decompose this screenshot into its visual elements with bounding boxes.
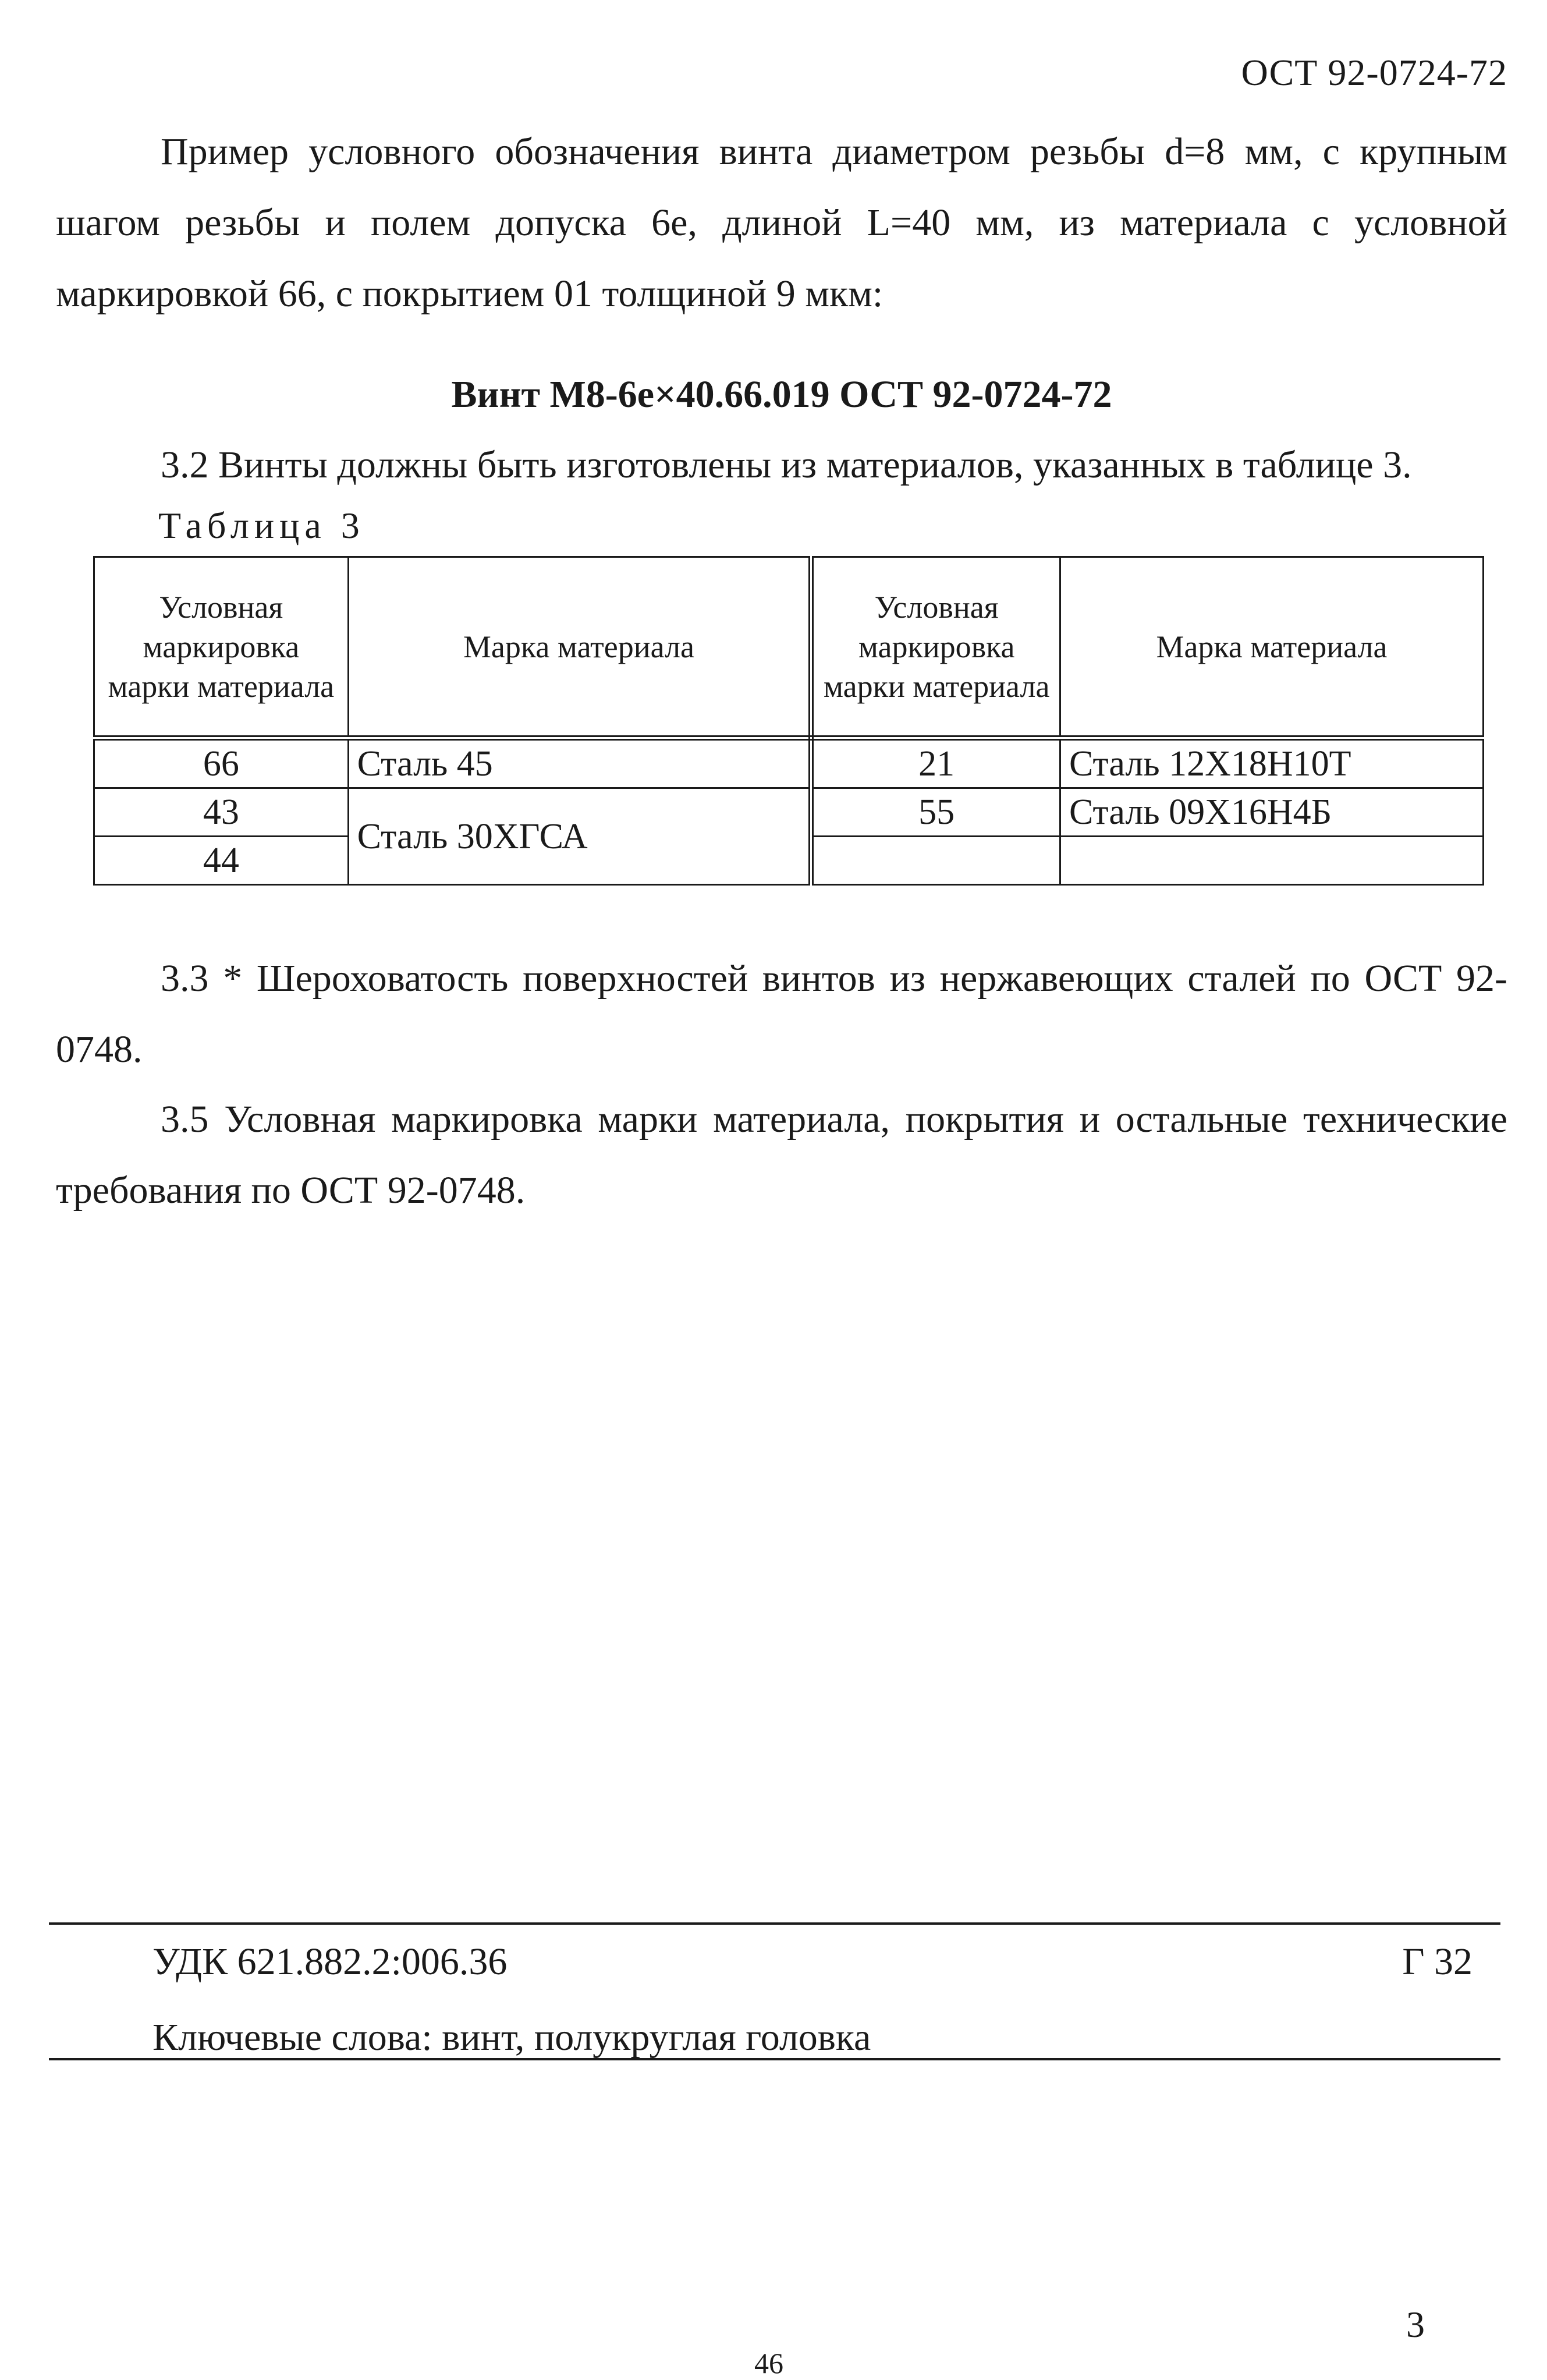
section-3-5: 3.5 Условная маркировка марки материала, покрытия и остальные технические требования по ОСТ 92-0748. <box>56 1098 1507 1212</box>
header-material-right: Марка материала <box>1060 557 1483 738</box>
table-row <box>94 738 1484 788</box>
sheet-number: 46 <box>754 2347 783 2379</box>
footer-top-rule <box>49 1922 1500 1925</box>
section-3-3: 3.3 * Шероховатость поверхностей винтов из нержавеющих сталей по ОСТ 92-0748. <box>56 957 1507 1071</box>
cell-code-right: 55 <box>811 788 1060 837</box>
section-3-2: 3.2 Винты должны быть изготовлены из материалов, указанных в таблице 3. <box>161 444 1412 486</box>
cell-code-left: 66 <box>94 738 349 788</box>
cell-code-left: 43 <box>94 788 349 837</box>
keywords: Ключевые слова: винт, полукруглая головка <box>152 2016 871 2059</box>
cell-material-right: Сталь 09Х16Н4Б <box>1060 788 1483 837</box>
footer-bottom-rule <box>49 2058 1500 2060</box>
cell-material-left: Сталь 30ХГСА <box>348 788 811 885</box>
document-id: ОСТ 92-0724-72 <box>1241 52 1507 93</box>
table-row <box>94 788 1484 837</box>
cell-material-right: Сталь 12Х18Н10Т <box>1060 738 1483 788</box>
table-caption: Таблица 3 <box>158 505 365 546</box>
page-number: 3 <box>1406 2304 1425 2345</box>
example-paragraph: Пример условного обозначения винта диаметром резьбы d=8 мм, с крупным шагом резьбы и полем допуска 6е, длиной L=40 мм, из материала с условной маркировкой 66, с покрытием 01 толщиной 9 мкм: <box>56 130 1507 315</box>
header-material-left: Марка материала <box>348 557 811 738</box>
table-header-row <box>94 557 1484 738</box>
designation-example: Винт М8-6е×40.66.019 ОСТ 92-0724-72 <box>451 373 1112 416</box>
cell-code-left: 44 <box>94 837 349 885</box>
header-code-left: Условная маркировка марки материала <box>94 557 349 738</box>
cell-material-right <box>1060 837 1483 885</box>
header-code-right: Условная маркировка марки материала <box>811 557 1060 738</box>
cell-code-right: 21 <box>811 738 1060 788</box>
udk-code: УДК 621.882.2:006.36 <box>152 1940 508 1983</box>
materials-table <box>93 556 1484 886</box>
classification-code: Г 32 <box>1402 1940 1473 1983</box>
cell-code-right <box>811 837 1060 885</box>
cell-material-left: Сталь 45 <box>348 738 811 788</box>
